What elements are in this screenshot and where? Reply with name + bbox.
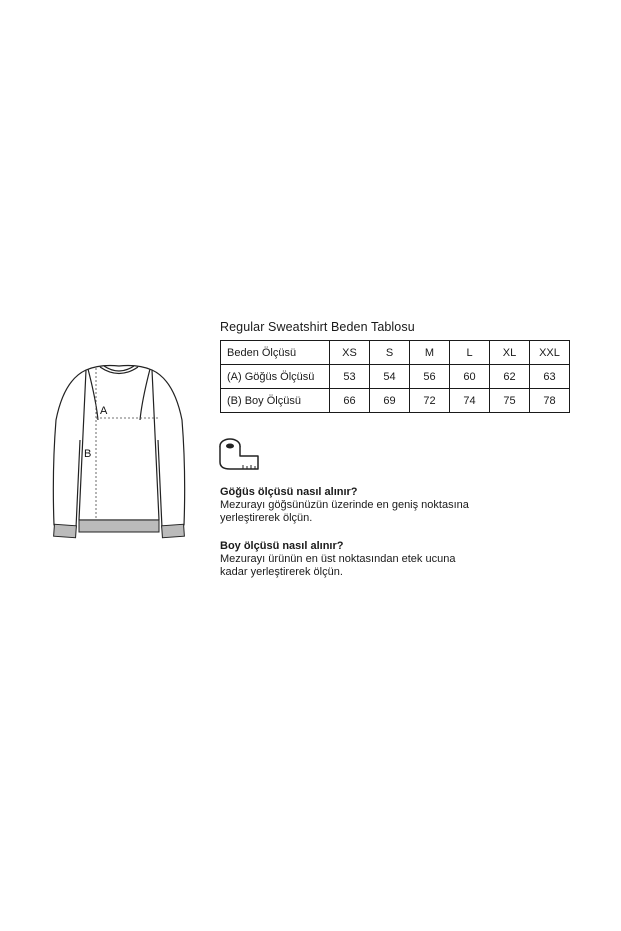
table-cell: 75	[490, 389, 530, 413]
size-header: M	[410, 341, 450, 365]
size-table	[220, 340, 570, 413]
size-header: L	[450, 341, 490, 365]
length-answer: Mezurayı ürünün en üst noktasından etek ucuna kadar yerleştirerek ölçün.	[220, 553, 456, 578]
row-label: (A) Göğüs Ölçüsü	[221, 365, 330, 389]
chest-answer: Mezurayı göğsünüzün üzerinde en geniş noktasına yerleştirerek ölçün.	[220, 499, 469, 524]
size-header: S	[370, 341, 410, 365]
table-cell: 54	[370, 365, 410, 389]
sweatshirt-diagram	[44, 360, 194, 560]
table-cell: 74	[450, 389, 490, 413]
length-question: Boy ölçüsü nasıl alınır?	[220, 540, 344, 552]
header-label: Beden Ölçüsü	[221, 341, 330, 365]
chest-question: Göğüs ölçüsü nasıl alınır?	[220, 486, 358, 498]
table-row	[221, 365, 570, 389]
label-a: A	[100, 405, 108, 417]
table-cell: 60	[450, 365, 490, 389]
size-header: XL	[490, 341, 530, 365]
size-header: XXL	[530, 341, 570, 365]
table-row	[221, 389, 570, 413]
table-cell: 66	[330, 389, 370, 413]
size-header: XS	[330, 341, 370, 365]
measuring-tape-icon	[218, 436, 260, 472]
page-title: Regular Sweatshirt Beden Tablosu	[220, 320, 415, 334]
row-label: (B) Boy Ölçüsü	[221, 389, 330, 413]
table-cell: 69	[370, 389, 410, 413]
chest-instruction	[220, 486, 480, 525]
table-cell: 62	[490, 365, 530, 389]
length-instruction	[220, 540, 480, 579]
table-cell: 56	[410, 365, 450, 389]
table-cell: 78	[530, 389, 570, 413]
table-cell: 63	[530, 365, 570, 389]
table-cell: 72	[410, 389, 450, 413]
table-header-row	[221, 341, 570, 365]
label-b: B	[84, 448, 92, 460]
table-cell: 53	[330, 365, 370, 389]
